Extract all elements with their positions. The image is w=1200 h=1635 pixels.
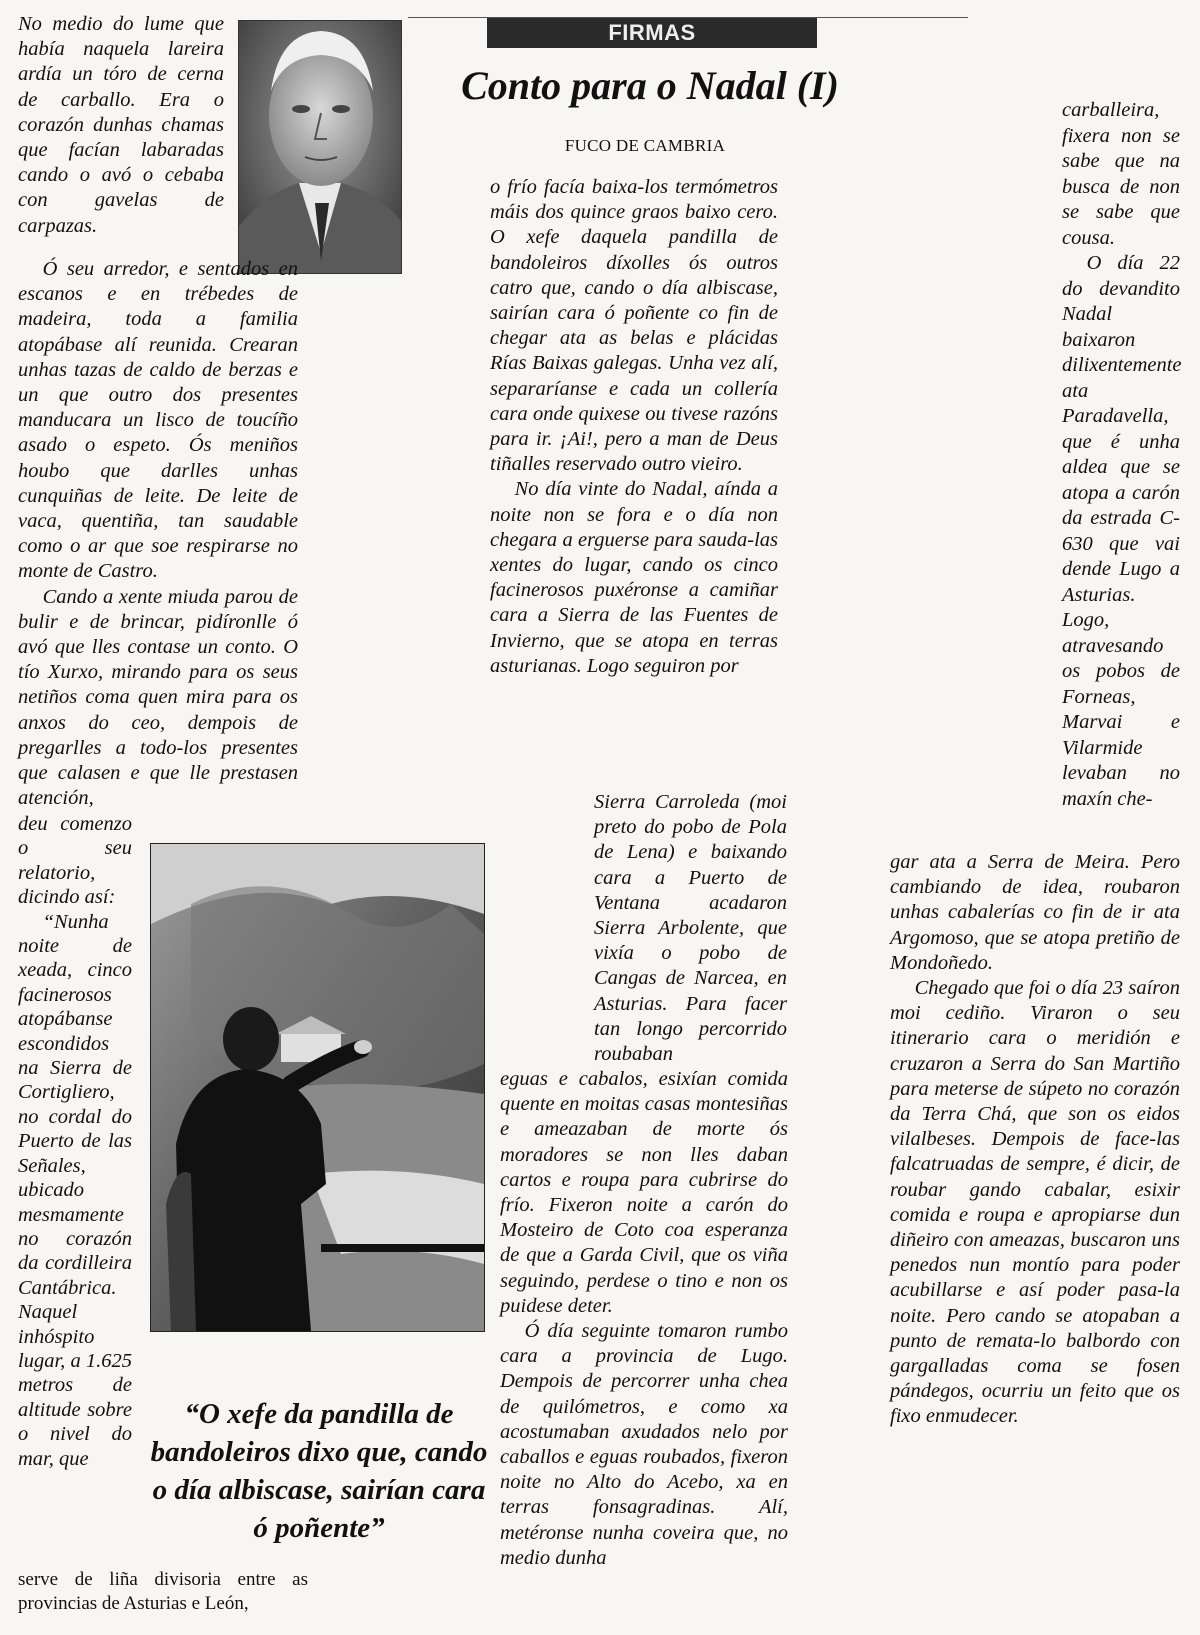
section-label: FIRMAS bbox=[487, 18, 817, 48]
article-photo bbox=[150, 843, 485, 1332]
column-1-top bbox=[18, 12, 224, 239]
col1-paragraph-2: Ó seu arredor, e sentados en escanos e en trébedes de madeira, toda a familia atopábase alí reunida. Crearan unhas tazas de caldo de berzas e un que outro dos presentes manducara un lisco de toucíño asado o espeto. Ós meniños houbo que darlles unhas cunquiñas de leite. De leite de vaca, quentiña, tan saudable como o ar que soe respirarse no monte de Castro. bbox=[18, 258, 298, 583]
col3-paragraph-1b: eguas e cabalos, esixían comida quente en moitas casas montesiñas e ameazaban de morte ós moradores se non lles daban cartos e roupa para cubrirse do frío. Fixeron noite a carón do Mosteiro de Coto coa esperanza de que a Garda Civil, que os viña seguindo, perdese o tino e non os puidese deter. bbox=[500, 1068, 788, 1317]
column-1-bottom bbox=[18, 1568, 308, 1616]
column-3-narrow bbox=[594, 790, 787, 1067]
column-2 bbox=[490, 175, 778, 679]
author-portrait bbox=[238, 20, 402, 274]
col4-paragraph-1: carballeira, fixera non se sabe que na busca de non se sabe que cousa. bbox=[1062, 99, 1180, 249]
col4-paragraph-2: O día 22 do devandito Nadal baixaron dilixentemente ata Paradavella, que é unha aldea que se atopa a carón da estrada C-630 que vai dende Lugo a Asturias. Logo, atravesando os pobos de Forneas, Marvai e Vilarmide levaban no maxín che- bbox=[1062, 252, 1182, 810]
col3-paragraph-1: Sierra Carroleda (moi preto do pobo de Pola de Lena) e baixando cara a Puerto de Ventana acadaron Sierra Arbolente, que vixía o pobo de Cangas de Narcea, en Asturias. Para facer tan longo percorrido roubaban bbox=[594, 791, 787, 1066]
col3-paragraph-2: Ó día seguinte tomaron rumbo cara a provincia de Lugo. Dempois de percorrer unha chea de quilómetros, e como xa acostumaban axudados nelo por caballos e eguas roubados, fixeron noite no Alto do Acebo, xa en terras fonsagradinas. Alí, metéronse nunha coveira que, no medio dunha bbox=[500, 1320, 788, 1569]
col1-paragraph-3: Cando a xente miuda parou de bulir e de brincar, pidíronlle ó avó que lles contase un conto. O tío Xurxo, mirando para os seus netiños coma quen mira para os anxos do ceo, dempois de pregarlles a todo-los presentes que calasen e que lle prestasen atención, bbox=[18, 585, 298, 810]
column-1-narrow bbox=[18, 812, 132, 1471]
col1-paragraph-4b: serve de liña divisoria entre as provincias de Asturias e León, bbox=[18, 1569, 308, 1614]
column-4-narrow bbox=[1062, 98, 1180, 812]
col4-paragraph-3: Chegado que foi o día 23 saíron moi cediño. Viraron o seu itinerario cara o meridión e cruzaron a Serra do San Martiño para meterse de súpeto no corazón da Terra Chá, que son os eidos vilalbeses. Dempois de face-las falcatruadas de sempre, é dicir, de roubar gando cabalar, esixir comida e roupa e apropiarse dun diñeiro con ameazas, buscaron uns penedos nun montío para poder acubillarse e así poder pasa-la noite. Pero cando se atopaban a punto de remata-lo balbordo con gargalladas coma se fosen pándegos, ocurriu un feito que os fixo enmudecer. bbox=[890, 977, 1180, 1428]
column-3-wide bbox=[500, 1067, 788, 1571]
column-1-middle bbox=[18, 257, 298, 811]
col2-paragraph-1: o frío facía baixa-los termómetros máis dos quince graos baixo cero. O xefe daquela pandilla de bandoleiros díxolles ós outros catro que, cando o día albiscase, sairían cara ó poñente co fin de chegar ata as belas e plácidas Rías Baixas galegas. Unha vez alí, separaríanse e cada un collería cara onde quixese ou tivese razóns para ir. ¡Ai!, pero a man de Deus tiñalles reservado outro vieiro. bbox=[490, 176, 778, 476]
col1-paragraph-1: No medio do lume que había naquela lareira ardía un tóro de cerna de carballo. Era o corazón dunhas chamas que facían labaradas cando o avó o cebaba con gavelas de carpazas. bbox=[18, 13, 224, 237]
col4-paragraph-2b: gar ata a Serra de Meira. Pero cambiando de idea, roubaron unhas cabalerías co fin de ir ata Argomoso, que se atopa pretiño de Mondoñedo. bbox=[890, 851, 1180, 974]
col1-paragraph-4: “Nunha noite de xeada, cinco facinerosos atopábanse escondidos na Sierra de Cortigliero, no cordal do Puerto de las Señales, ubicado mesmamente no corazón da cordilleira Cantábrica. Naquel inhóspito lugar, a 1.625 metros de altitude sobre o nivel do mar, que bbox=[18, 910, 132, 1470]
column-4-wide bbox=[890, 850, 1180, 1430]
pull-quote: “O xefe da pandilla de bandoleiros dixo que, cando o día albiscase, sairían cara ó poñente” bbox=[150, 1398, 488, 1544]
col1-paragraph-3b: deu comenzo o seu relatorio, dicindo así: bbox=[18, 813, 132, 909]
col2-paragraph-2: No día vinte do Nadal, aínda a noite non se fora e o día non chegara a erguerse para sauda-las xentes do lugar, cando os cinco facinerosos puxéronse a camiñar cara a Sierra de las Fuentes de Invierno, que se atopa en terras asturianas. Logo seguiron por bbox=[490, 478, 778, 677]
article-headline: Conto para o Nadal (I) bbox=[461, 63, 839, 108]
article-byline: FUCO DE CAMBRIA bbox=[564, 136, 726, 155]
